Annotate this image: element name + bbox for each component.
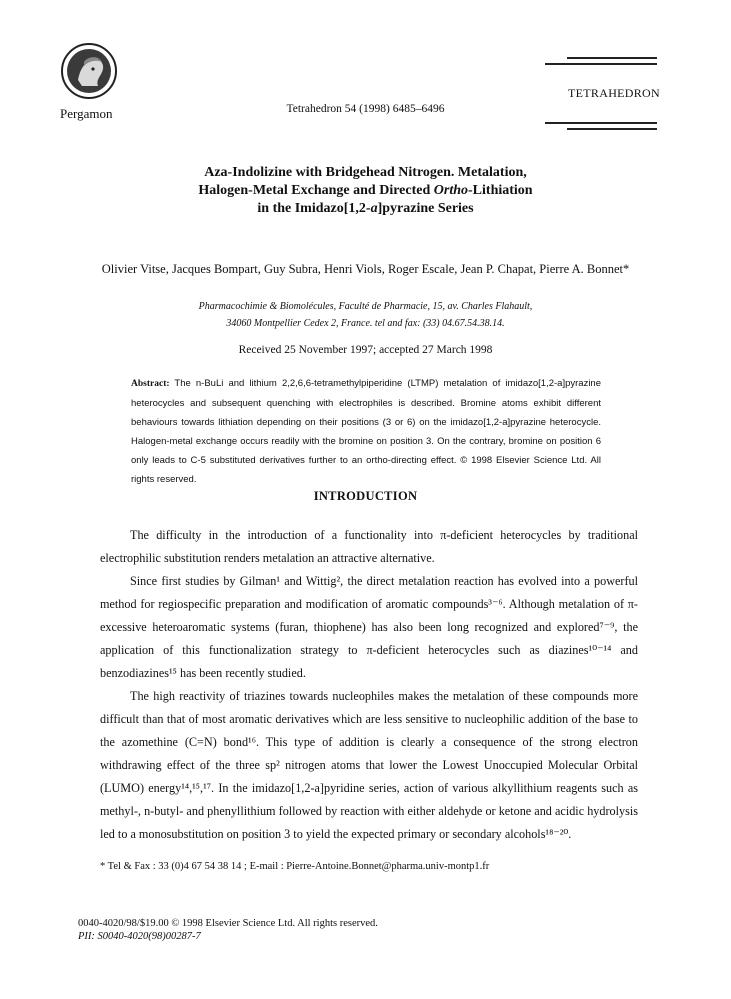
paragraph: The high reactivity of triazines towards nucleophiles makes the metalation of these compounds more difficult than that of most aromatic derivatives which are less sensitive to nucleophilic addition of the base to the azomethine (C=N) bond¹⁶. This type of addition is clearly a consequence of the strong electron withdrawing effect of the three sp² nitrogen atoms that lower the Lowest Unoccupied Molecular Orbital (LUMO) energy¹⁴,¹⁵,¹⁷. In the imidazo[1,2-a]pyridine series, action of various alkyllithium reagents such as methyl-, n-butyl- and phenyllithium followed by reaction with either aldehyde or ketone and acidic hydrolysis led to a monosubstitution on position 3 to yield the expected primary or secondary alcohols¹⁸⁻²⁰. bbox=[100, 689, 638, 841]
masthead-rule-top-2 bbox=[545, 63, 657, 65]
issn-copyright: 0040-4020/98/$19.00 © 1998 Elsevier Science Ltd. All rights reserved. PII: S0040-4020(98)00287-7 bbox=[78, 918, 378, 942]
affiliation: Pharmacochimie & Biomolécules, Faculté de Pharmacie, 15, av. Charles Flahault, 34060 Montpellier Cedex 2, France. tel and fax: (33) 04.67.54.38.14. bbox=[198, 301, 533, 329]
corresponding-author-footnote: * Tel & Fax : 33 (0)4 67 54 38 14 ; E-mail : Pierre-Antoine.Bonnet@pharma.univ-montp1.fr bbox=[100, 861, 490, 872]
section-heading: INTRODUCTION bbox=[313, 489, 418, 503]
body-text bbox=[100, 524, 638, 846]
paragraph: The difficulty in the introduction of a functionality into π-deficient heterocycles by traditional electrophilic substitution renders metalation an attractive alternative. bbox=[100, 528, 638, 565]
publisher-name: Pergamon bbox=[60, 106, 113, 121]
journal-citation: Tetrahedron 54 (1998) 6485–6496 bbox=[286, 103, 445, 115]
masthead-rule-bottom bbox=[545, 122, 657, 124]
paragraph: Since first studies by Gilman¹ and Wittig², the direct metalation reaction has evolved into a powerful method for regiospecific preparation and modification of aromatic compounds³⁻⁶. Although metalation of π-excessive heteroaromatic systems (furan, thiophene) has also been long recognized and explored⁷⁻⁹, the application of this functionalization strategy to π-deficient heterocycles such as diazines¹⁰⁻¹⁴ and benzodiazines¹⁵ has been recently studied. bbox=[100, 574, 638, 680]
abstract-label: Abstract: bbox=[131, 379, 170, 389]
publisher-logo bbox=[60, 42, 118, 100]
title-line-1: Aza-Indolizine with Bridgehead Nitrogen. Metalation, bbox=[204, 165, 527, 180]
author-list: Olivier Vitse, Jacques Bompart, Guy Subra, Henri Viols, Roger Escale, Jean P. Chapat, Pierre A. Bonnet* bbox=[101, 262, 630, 276]
abstract-text: The n-BuLi and lithium 2,2,6,6-tetramethylpiperidine (LTMP) metalation of imidazo[1,2-a]pyrazine heterocycles and subsequent quenching with electrophiles is described. Bromine atoms exhibit different behaviours towards lithiation depending on their positions (3 or 6) on the imidazo[1,2-a]pyrazine heterocycle. Halogen-metal exchange occurs readily with the bromine on position 3. On the contrary, bromine on position 6 only leads to C-5 substituted derivatives further to an ortho-directing effect. © 1998 Elsevier Science Ltd. All rights reserved. bbox=[131, 378, 601, 485]
article-title: Aza-Indolizine with Bridgehead Nitrogen. Metalation, Halogen-Metal Exchange and Directed Ortho-Lithiation in the Imidazo[1,2-a]pyrazine Series bbox=[198, 165, 533, 216]
masthead-rule-top bbox=[567, 57, 657, 59]
abstract bbox=[131, 374, 601, 489]
masthead-rule-bottom-2 bbox=[567, 128, 657, 130]
journal-name: TETRAHEDRON bbox=[568, 86, 660, 100]
received-dates: Received 25 November 1997; accepted 27 March 1998 bbox=[238, 344, 493, 356]
